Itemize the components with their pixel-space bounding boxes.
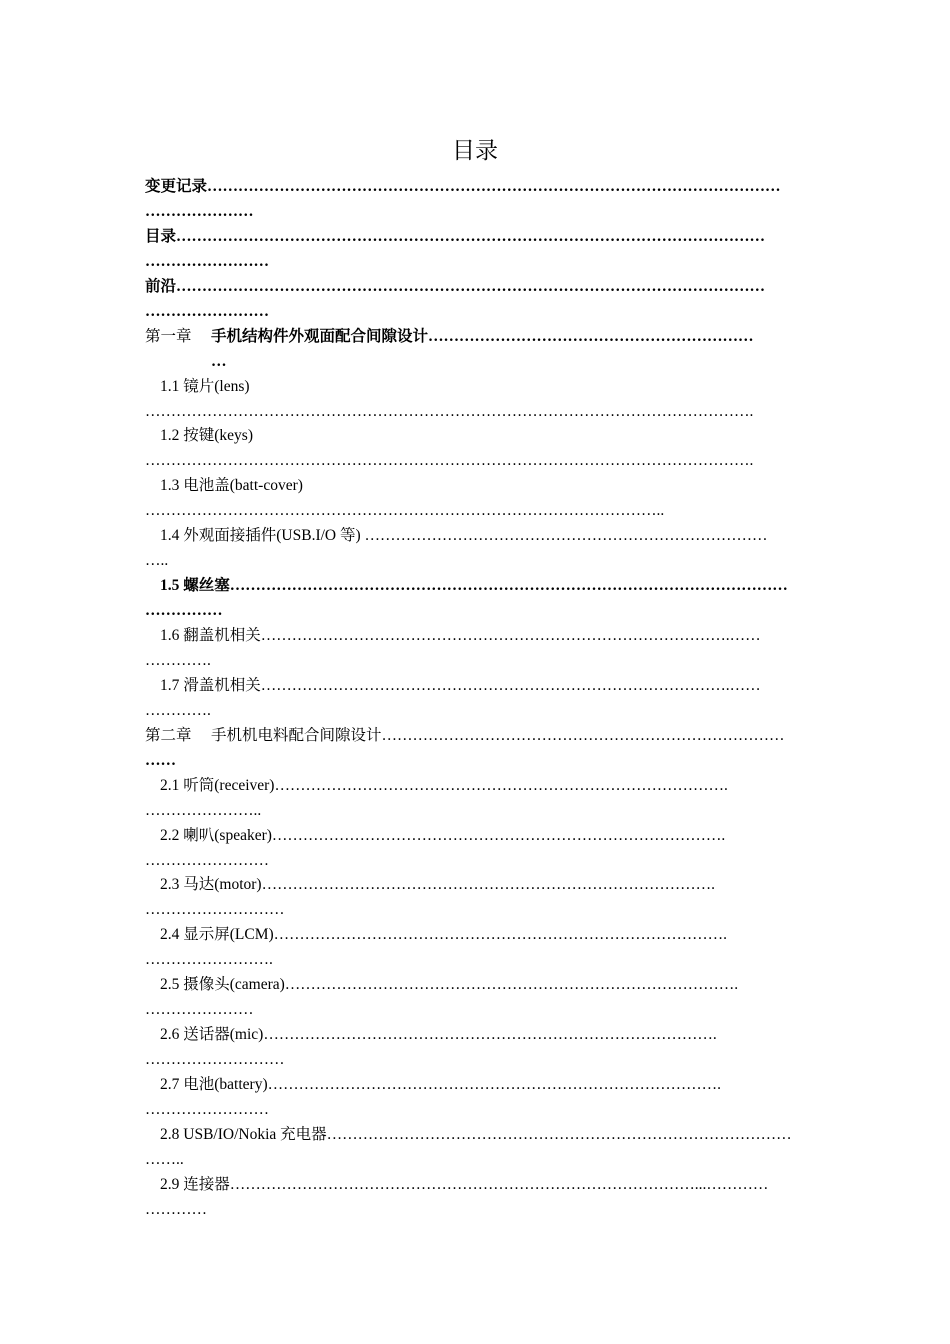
toc-entry-1-4[interactable] xyxy=(145,523,810,573)
toc-entry-leader: ………………………………………………………………………………………………………. xyxy=(145,452,754,470)
toc-entry-leader: ……………………. xyxy=(145,951,273,969)
toc-entry-text: 1.1 镜片(lens) xyxy=(160,377,250,395)
toc-entry-leader: ……………………… xyxy=(145,1051,285,1069)
toc-entry-text: 1.6 翻盖机相关……………………………………………………………………………….…… xyxy=(160,627,761,645)
toc-entry-text: 目录…………………………………………………………………………………………………… xyxy=(145,227,766,245)
toc-entry-2-9[interactable] xyxy=(145,1172,810,1222)
toc-entry-leader: …………. xyxy=(145,652,211,670)
toc-entry-text: 2.7 电池(battery)……………………………………………………………………………. xyxy=(160,1076,721,1094)
toc-entry-contents[interactable] xyxy=(145,224,810,274)
toc-entry-2-2[interactable] xyxy=(145,823,810,873)
toc-entry-leader: ………………….. xyxy=(145,801,262,819)
toc-entry-leader: ………………… xyxy=(145,203,254,220)
toc-entry-leader: …… xyxy=(145,751,176,769)
toc-entry-change-log[interactable] xyxy=(145,174,810,224)
chapter-label: 第一章 xyxy=(145,327,192,345)
toc-entry-2-8[interactable] xyxy=(145,1122,810,1172)
chapter-label: 第二章 xyxy=(145,726,192,744)
toc-entry-1-6[interactable] xyxy=(145,623,810,673)
toc-entry-1-7[interactable] xyxy=(145,673,810,723)
toc-entry-leader: …….. xyxy=(145,1150,184,1168)
toc-entry-leader: ………………………………………………………………………………………………………. xyxy=(145,402,754,420)
toc-entry-text: 1.5 螺丝塞……………………………………………………………………………………………… xyxy=(160,577,788,595)
toc-entry-leader: ………………… xyxy=(145,1001,254,1019)
toc-entry-2-4[interactable] xyxy=(145,922,810,972)
toc-entry-leader: …………………… xyxy=(145,1101,269,1119)
toc-entry-1-1[interactable] xyxy=(145,374,810,424)
toc-entry-text: 变更记录………………………………………………………………………………………………… xyxy=(145,178,781,195)
toc-entry-1-2[interactable] xyxy=(145,423,810,473)
toc-entry-text: 2.9 连接器………………………………………………………………………………...………… xyxy=(160,1175,769,1193)
toc-entry-leader: …………… xyxy=(145,602,223,620)
page-title: 目录 xyxy=(452,138,498,163)
toc-entry-text: 前沿…………………………………………………………………………………………………… xyxy=(145,277,766,295)
toc-entry-1-3[interactable] xyxy=(145,473,810,523)
toc-entry-2-7[interactable] xyxy=(145,1072,810,1122)
toc-entry-text: 2.8 USB/IO/Nokia 充电器……………………………………………………………………………… xyxy=(160,1125,792,1143)
toc-entry-text: 2.4 显示屏(LCM)……………………………………………………………………………. xyxy=(160,926,728,944)
toc-entry-leader: …………………… xyxy=(145,252,269,270)
toc-entry-2-1[interactable] xyxy=(145,773,810,823)
toc-entry-text: 2.6 送话器(mic)……………………………………………………………………………. xyxy=(160,1026,717,1044)
toc-entry-text: 2.2 喇叭(speaker)……………………………………………………………………………. xyxy=(160,826,726,844)
toc-entry-leader: …………. xyxy=(145,701,211,719)
toc-entry-text: 手机机电料配合间隙设计…………………………………………………………………… xyxy=(211,726,785,744)
toc-entry-leader: ……………………………………………………………………………………….. xyxy=(145,502,665,520)
toc-entry-chapter-2[interactable] xyxy=(145,723,810,773)
toc-entry-leader: ………… xyxy=(145,1200,207,1218)
toc-entry-leader: …………………… xyxy=(145,851,269,869)
toc-entry-text: 2.3 马达(motor)……………………………………………………………………………. xyxy=(160,876,715,894)
toc-entry-text: 1.2 按键(keys) xyxy=(160,427,253,445)
toc-entry-text: 1.3 电池盖(batt-cover) xyxy=(160,477,303,495)
toc-entry-2-6[interactable] xyxy=(145,1022,810,1072)
toc-entry-leader: … xyxy=(211,352,227,370)
toc-entry-leader: …………………… xyxy=(145,302,269,320)
toc-entry-leader: ……………………… xyxy=(145,901,285,919)
toc-entry-1-5[interactable] xyxy=(145,573,810,623)
toc-entry-text: 2.1 听筒(receiver)……………………………………………………………………………. xyxy=(160,776,728,794)
toc-entry-text: 1.4 外观面接插件(USB.I/O 等) …………………………………………………………………… xyxy=(160,527,768,545)
toc-entry-preface[interactable] xyxy=(145,274,810,324)
toc-entry-leader: ….. xyxy=(145,552,169,570)
toc-entry-2-5[interactable] xyxy=(145,972,810,1022)
toc-entry-chapter-1[interactable] xyxy=(145,324,810,374)
toc-entry-2-3[interactable] xyxy=(145,872,810,922)
toc-entry-text: 2.5 摄像头(camera)……………………………………………………………………………. xyxy=(160,976,739,994)
toc-entry-text: 手机结构件外观面配合间隙设计……………………………………………………… xyxy=(211,327,754,345)
table-of-contents xyxy=(145,174,810,1222)
toc-entry-text: 1.7 滑盖机相关……………………………………………………………………………….…… xyxy=(160,676,761,694)
